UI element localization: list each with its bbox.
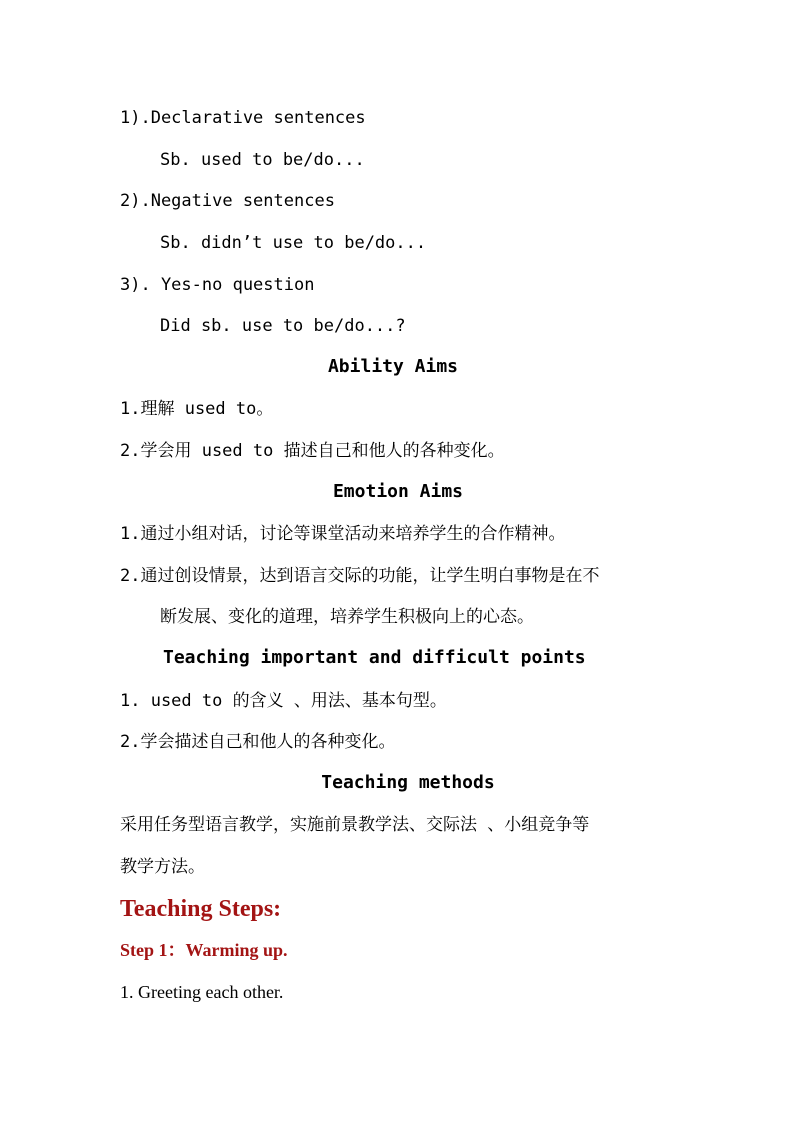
pattern-1-label: 1).Declarative sentences	[120, 108, 366, 128]
pattern-2-label: 2).Negative sentences	[120, 191, 335, 211]
pattern-3-example: Did sb. use to be/do...?	[160, 316, 406, 336]
ability-aims-heading: Ability Aims	[327, 356, 459, 377]
pattern-1-example: Sb. used to be/do...	[160, 150, 365, 170]
emotion-aim-2-continued: 断发展、变化的道理，培养学生积极向上的心态。	[160, 607, 534, 627]
teaching-methods-heading: Teaching methods	[321, 772, 495, 793]
step-1-title: Step 1：Warming up.	[120, 940, 288, 960]
pattern-3-label: 3). Yes-no question	[120, 275, 315, 295]
emotion-aim-1: 1.通过小组对话，讨论等课堂活动来培养学生的合作精神。	[120, 524, 566, 544]
emotion-aims-heading: Emotion Aims	[332, 481, 464, 502]
important-point-2: 2.学会描述自己和他人的各种变化。	[120, 732, 396, 752]
teaching-methods-line-1: 采用任务型语言教学，实施前景教学法、交际法 、小组竞争等	[120, 815, 590, 835]
emotion-aim-2: 2.通过创设情景，达到语言交际的功能，让学生明白事物是在不	[120, 566, 600, 586]
teaching-methods-line-2: 教学方法。	[120, 857, 205, 877]
step-1-item-1: 1. Greeting each other.	[120, 982, 284, 1002]
important-point-1: 1. used to 的含义 、用法、基本句型。	[120, 691, 447, 711]
important-points-heading: Teaching important and difficult points	[163, 647, 586, 668]
ability-aim-1: 1.理解 used to。	[120, 399, 274, 419]
ability-aim-2: 2.学会用 used to 描述自己和他人的各种变化。	[120, 441, 505, 461]
pattern-2-example: Sb. didn’t use to be/do...	[160, 233, 427, 253]
teaching-steps-title: Teaching Steps:	[120, 896, 282, 922]
